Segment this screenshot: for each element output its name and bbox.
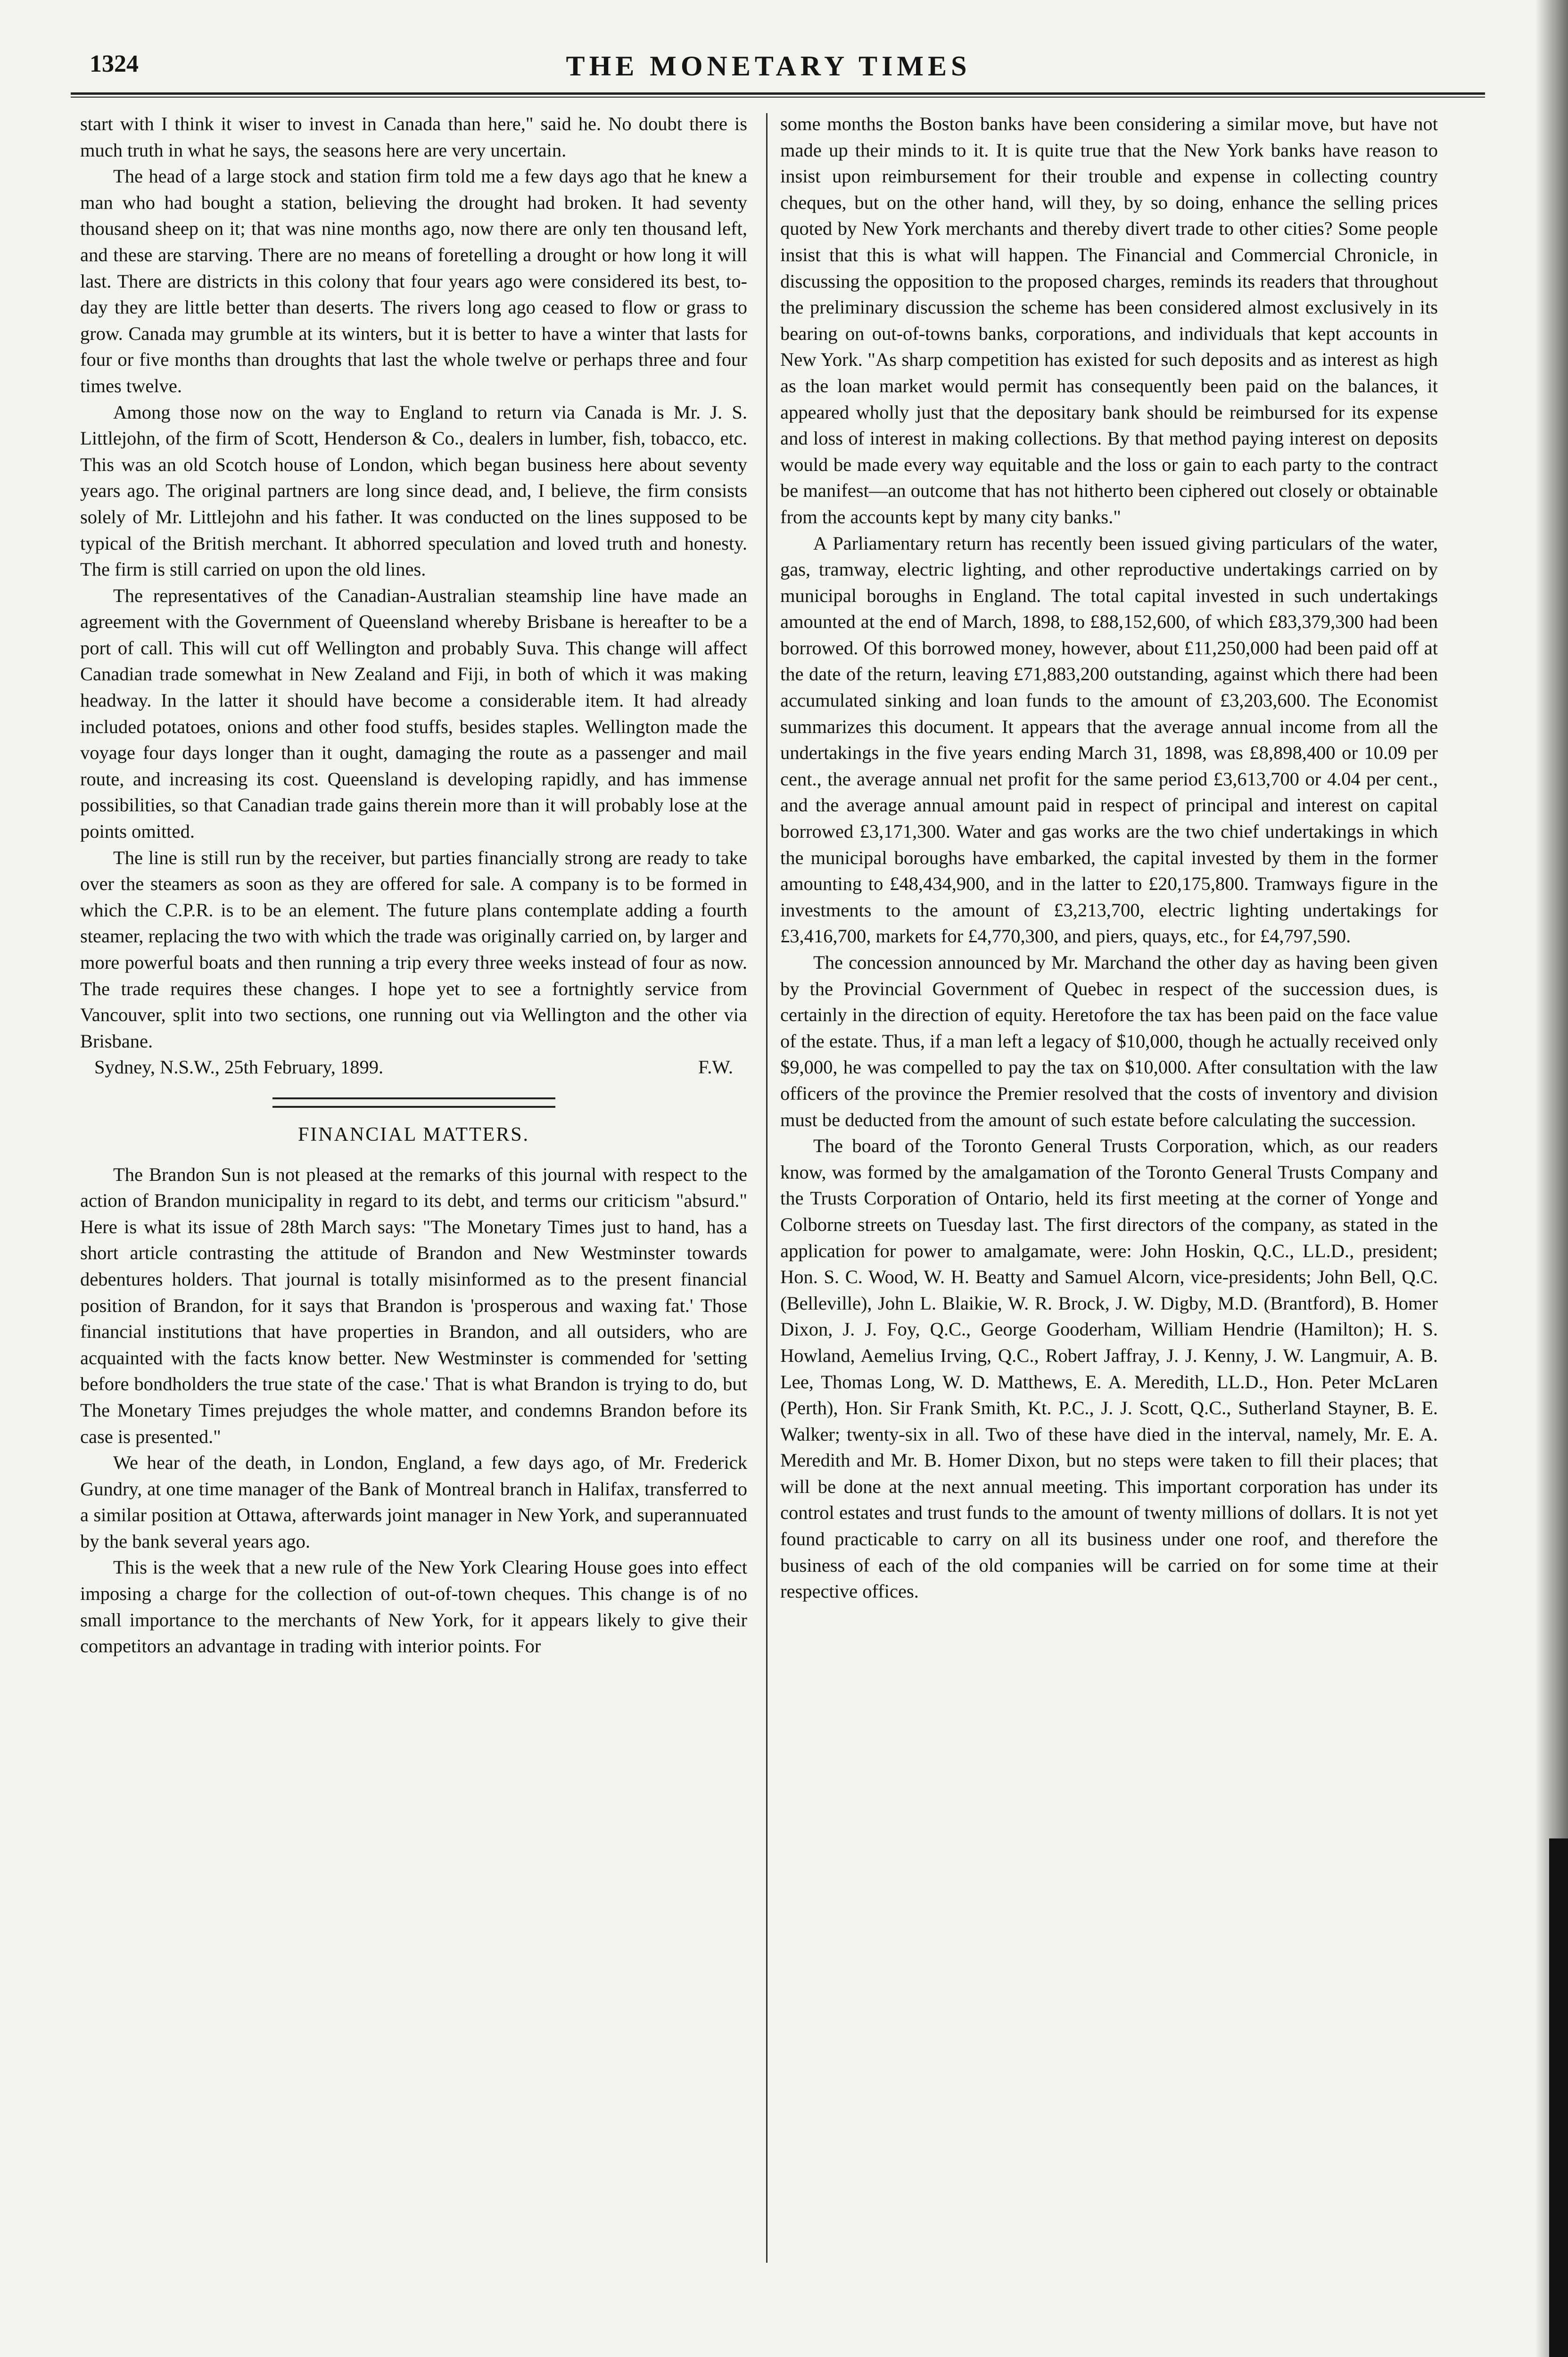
section-divider xyxy=(272,1097,555,1108)
paragraph: The head of a large stock and station firm told me a few days ago that he knew a man who had bought a station, believing the drought had broken. It had seventy thousand sheep on it; that was nine months ago, now there are only ten thousand left, and these are starving. There are no means of foretelling a drought or how long it will last. There are districts in this colony that four years ago were considered its best, to-day they are little better than deserts. The rivers long ago ceased to flow or grass to grow. Canada may grumble at its winters, but it is better to have a winter that lasts for four or five months than droughts that last the whole twelve or perhaps three and four times twelve. xyxy=(80,165,747,396)
dateline: Sydney, N.S.W., 25th February, 1899. xyxy=(94,1056,384,1078)
paragraph: The board of the Toronto General Trusts Corporation, which, as our readers know, was formed by the amalgamation of the Toronto General Trusts Company and the Trusts Corporation of Ontario, held its first meeting at the corner of Yonge and Colborne streets on Tuesday last. The first directors of the company, as stated in the application for power to amalgamate, were: John Hoskin, Q.C., LL.D., president; Hon. S. C. Wood, W. H. Beatty and Samuel Alcorn, vice-presidents; John Bell, Q.C. (Belleville), John L. Blaikie, W. R. Brock, J. W. Digby, M.D. (Brantford), B. Homer Dixon, J. J. Foy, Q.C., George Gooderham, William Hendrie (Hamilton); H. S. Howland, Aemelius Irving, Q.C., Robert Jaffray, J. J. Kenny, J. W. Langmuir, A. B. Lee, Thomas Long, W. D. Matthews, E. A. Meredith, LL.D., Hon. Peter McLaren (Perth), Hon. Sir Frank Smith, Kt. P.C., J. J. Scott, Q.C., Sutherland Stayner, B. E. Walker; twenty-six in all. Two of these have died in the interval, namely, Mr. E. A. Meredith and Mr. B. Homer Dixon, but no steps were taken to fill their places; that will be done at the next annual meeting. This important corporation has under its control estates and trust funds to the amount of twenty millions of dollars. It is not yet found practicable to carry on all its business under one roof, and therefore the business of each of the old companies will be carried on for some time at their respective offices. xyxy=(780,1135,1438,1602)
paragraph: The representatives of the Canadian-Australian steamship line have made an agreement with the Government of Queensland whereby Brisbane is hereafter to be a port of call. This will cut off Wellington and probably Suva. This change will affect Canadian trade somewhat in New Zealand and Fiji, in both of which it was making headway. In the latter it should have become a considerable item. It had already included potatoes, onions and other food stuffs, besides staples. Wellington made the voyage four days longer than it ought, damaging the route as a passenger and mail route, and increasing its cost. Queensland is developing rapidly, and has immense possibilities, so that Canadian trade gains therein more than it will probably lose at the points omitted. xyxy=(80,585,747,842)
paragraph: The line is still run by the receiver, but parties financially strong are ready to take over the steamers as soon as they are offered for sale. A company is to be formed in which the C.P.R. is to be an element. The future plans contemplate adding a fourth steamer, replacing the two with which the trade was originally carried on, by larger and more powerful boats and then running a trip every three weeks instead of four as now. The trade requires these changes. I hope yet to see a fortnightly service from Vancouver, split into two sections, one running out via Wellington and the other via Brisbane. xyxy=(80,847,747,1052)
paragraph: We hear of the death, in London, England, a few days ago, of Mr. Frederick Gundry, at one time manager of the Bank of Montreal branch in Halifax, transferred to a similar position at Ottawa, afterwards joint manager in New York, and superannuated by the bank several years ago. xyxy=(80,1452,747,1552)
paragraph: start with I think it wiser to invest in Canada than here," said he. No doubt there is much truth in what he says, the seasons here are very uncertain. xyxy=(80,113,747,161)
paragraph: The Brandon Sun is not pleased at the remarks of this journal with respect to the action of Brandon municipality in regard to its debt, and terms our criticism "absurd." Here is what its issue of 28th March says: "The Monetary Times just to hand, has a short article contrasting the attitude of Brandon and New Westminster towards debentures holders. That journal is totally misinformed as to the present financial position of Brandon, for it says that Brandon is 'prosperous and waxing fat.' Those financial institutions that have properties in Brandon, and all outsiders, who are acquainted with the facts know better. New Westminster is commended for 'setting before bondholders the true state of the case.' That is what Brandon is trying to do, but The Monetary Times prejudges the whole matter, and condemns Brandon before its case is presented." xyxy=(80,1163,747,1447)
header-rule xyxy=(71,92,1485,98)
column-divider xyxy=(766,113,767,2263)
section-title: FINANCIAL MATTERS. xyxy=(297,1123,530,1146)
left-column xyxy=(80,111,747,2303)
right-column xyxy=(780,111,1438,2303)
paragraph: This is the week that a new rule of the New York Clearing House goes into effect imposing a charge for the collection of out-of-town cheques. This change is of no small importance to the merchants of New York, for it appears likely to give their competitors an advantage in trading with interior points. For xyxy=(80,1557,747,1657)
masthead-title: THE MONETARY TIMES xyxy=(566,50,971,82)
paragraph: A Parliamentary return has recently been issued giving particulars of the water, gas, tramway, electric lighting, and other reproductive undertakings carried on by municipal boroughs in England. The total capital invested in such undertakings amounted at the end of March, 1898, to £88,152,600, of which £83,379,300 had been borrowed. Of this borrowed money, however, about £11,250,000 had been paid off at the date of the return, leaving £71,883,200 outstanding, against which there had been accumulated sinking and loan funds to the amount of £3,203,600. The Economist summarizes this document. It appears that the average annual income from all the undertakings in the five years ending March 31, 1898, was £8,898,400 or 10.09 per cent., the average annual net profit for the same period £3,613,700 or 4.04 per cent., and the average annual amount paid in respect of principal and interest on capital borrowed £3,171,300. Water and gas works are the two chief undertakings in which the municipal boroughs have embarked, the capital invested by them in the former amounting to £48,434,900, and in the latter to £20,175,800. Tramways figure in the investments to the amount of £3,213,700, electric lighting undertakings for £3,416,700, markets for £4,770,300, and piers, quays, etc., for £4,797,590. xyxy=(780,532,1438,947)
paragraph: Among those now on the way to England to return via Canada is Mr. J. S. Littlejohn, of the firm of Scott, Henderson & Co., dealers in lumber, fish, tobacco, etc. This was an old Scotch house of London, which began business here about seventy years ago. The original partners are long since dead, and, I believe, the firm consists solely of Mr. Littlejohn and his father. It was conducted on the lines supposed to be typical of the British merchant. It abhorred speculation and loved truth and honesty. The firm is still carried on upon the old lines. xyxy=(80,401,747,580)
paragraph: some months the Boston banks have been considering a similar move, but have not made up their minds to it. It is quite true that the New York banks have reason to insist upon reimbursement for their trouble and expense in collecting country cheques, but on the other hand, will they, by so doing, enhance the selling prices quoted by New York merchants and thereby divert trade to other cities? Some people insist that this is what will happen. The Financial and Commercial Chronicle, in discussing the opposition to the proposed charges, reminds its readers that throughout the preliminary discussion the scheme has been considered almost exclusively in its bearing on out-of-towns banks, corporations, and individuals that kept accounts in New York. "As sharp competition has existed for such deposits and as interest as high as the loan market would permit has consequently been paid on the balances, it appeared wholly just that the depositary bank should be reimbursed for its expense and loss of interest in making collections. By that method paying interest on deposits would be made every way equitable and the loss or gain to each party to the contract be manifest—an outcome that has not hitherto been ciphered out closely or obtainable from the accounts kept by many city banks." xyxy=(780,113,1438,527)
paragraph: The concession announced by Mr. Marchand the other day as having been given by the Provincial Government of Quebec in respect of the succession dues, is certainly in the direction of equity. Heretofore the tax has been paid on the face value of the estate. Thus, if a man left a legacy of $10,000, though he actually received only $9,000, he was compelled to pay the tax on $10,000. After consultation with the law officers of the province the Premier resolved that the costs of inventory and division must be deducted from the amount of such estate before calculating the succession. xyxy=(780,952,1438,1130)
dateline-row xyxy=(80,1054,747,1080)
page-header xyxy=(71,45,1466,91)
page-edge-binding xyxy=(1549,1838,1568,2357)
page-number: 1324 xyxy=(90,50,139,77)
signature: F.W. xyxy=(698,1056,733,1078)
